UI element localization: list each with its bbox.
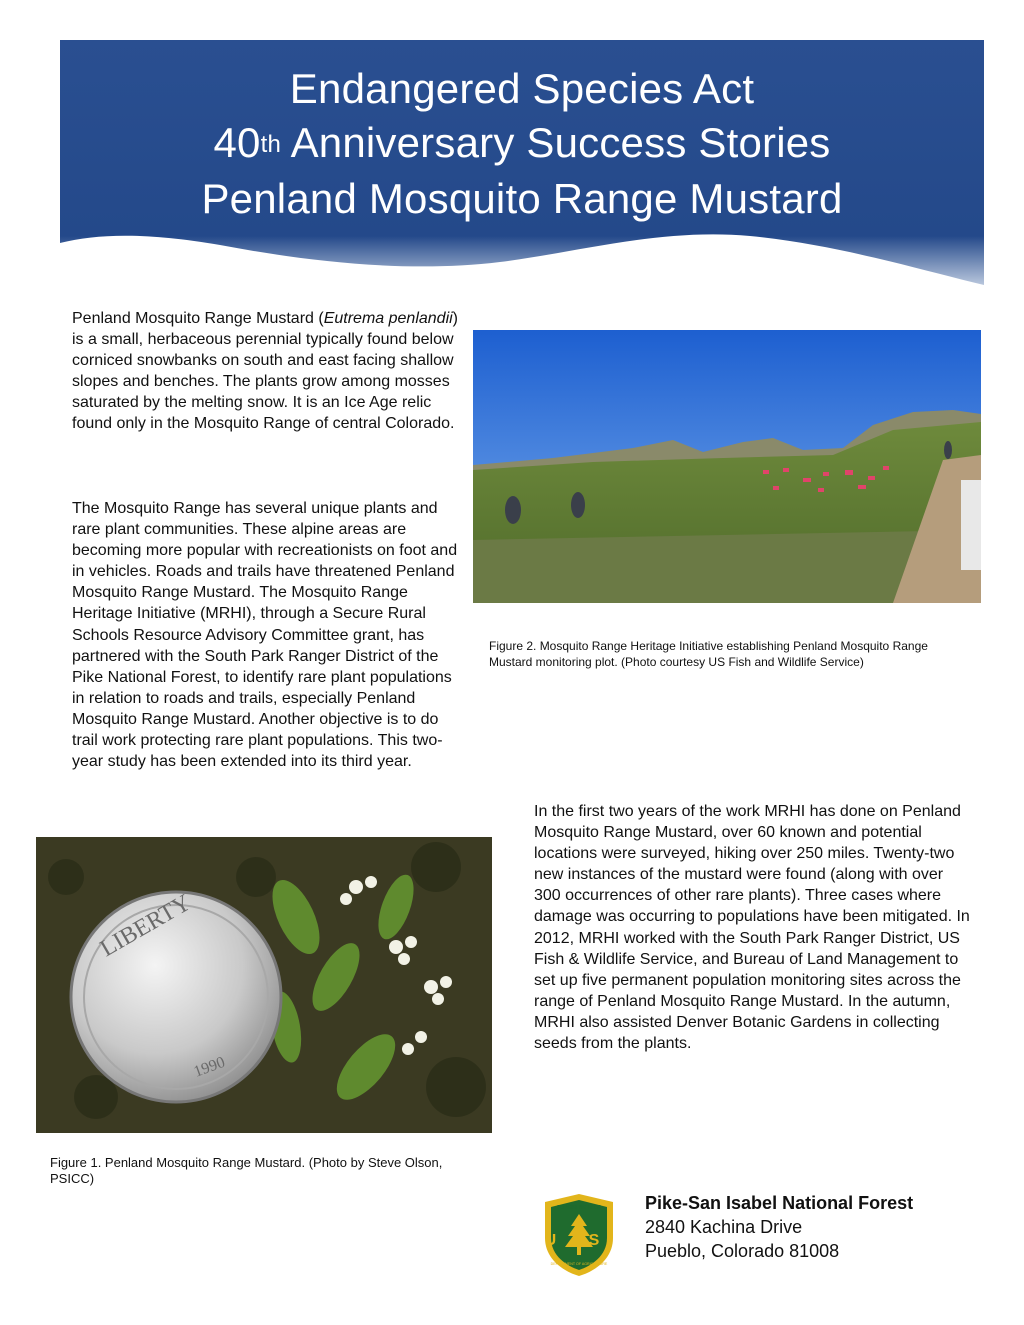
forest-name: Pike-San Isabel National Forest xyxy=(645,1193,914,1213)
figure-2-photo xyxy=(473,330,981,603)
contact-block xyxy=(645,1191,913,1263)
figure-1-caption: Figure 1. Penland Mosquito Range Mustard. (Photo by Steve Olson, PSICC) xyxy=(50,1155,443,1186)
title-line-3: Penland Mosquito Range Mustard xyxy=(201,175,843,222)
figure-1-photo xyxy=(36,837,492,1133)
results-paragraph: In the first two years of the work MRHI has done on Penland Mosquito Range Mustard, over 60 known and potential locations were surveyed, hiking over 250 miles. Twenty-two new instances of the mustard were found (along with over 300 occurrences of other rare plants). Three cases where damage was occurring to populations have been mitigated. In 2012, MRHI worked with the South Park Ranger District, US Fish & Wildlife Service, and Bureau of Land Management to set up five permanent population monitoring sites across the range of Penland Mosquito Range Mustard. In the autumn, MRHI also assisted Denver Botanic Gardens in collecting seeds from the plants. xyxy=(534,803,970,1053)
coin-liberty-text: LIBERTY xyxy=(96,889,196,963)
title-line-2 xyxy=(60,118,984,168)
title-anniversary-number: 40 xyxy=(213,119,261,166)
title-superscript: th xyxy=(260,131,282,158)
title-banner xyxy=(60,40,984,290)
intro-text-start: Penland Mosquito Range Mustard ( xyxy=(72,310,324,327)
city-state-zip: Pueblo, Colorado 81008 xyxy=(645,1241,840,1261)
shield-letters: U S xyxy=(544,1232,614,1249)
forest-service-shield-icon xyxy=(541,1192,617,1278)
shield-bottom-text: DEPARTMENT OF AGRICULTURE xyxy=(550,1262,608,1266)
intro-paragraph-2: The Mosquito Range has several unique plants and rare plant communities. These alpine areas are becoming more popular with recreationists on foot and in vehicles. Roads and trails have threatened Penland Mosquito Range Mustard. The Mosquito Range Heritage Initiative (MRHI), through a Secure Rural Schools Resource Advisory Committee grant, has partnered with the South Park Ranger District of the Pike National Forest, to identify rare plant populations in relation to roads and trails, especially Penland Mosquito Range Mustard. Another objective is to do trail work protecting rare plant populations. This two-year study has been extended into its third year. xyxy=(72,500,458,771)
shield-top-text: FOREST SERVICE xyxy=(557,1205,601,1211)
scientific-name: Eutrema penlandii xyxy=(323,310,453,327)
title-line-1: Endangered Species Act xyxy=(289,65,755,112)
intro-paragraph-1 xyxy=(72,308,464,435)
figure-2-caption: Figure 2. Mosquito Range Heritage Initiative establishing Penland Mosquito Range Mustard monitoring plot. (Photo courtesy US Fish and Wildlife Service) xyxy=(489,639,928,669)
title-anniversary-text: Anniversary Success Stories xyxy=(281,119,831,166)
intro-text-end: ) is a small, herbaceous perennial typically found below corniced snowbanks on south and east facing shallow slopes and benches. The plants grow among mosses saturated by the melting snow. It is an Ice Age relic found only in the Mosquito Range of central Colorado. xyxy=(72,310,458,433)
coin-year-text: 1990 xyxy=(191,1053,228,1081)
street-address: 2840 Kachina Drive xyxy=(645,1217,803,1237)
